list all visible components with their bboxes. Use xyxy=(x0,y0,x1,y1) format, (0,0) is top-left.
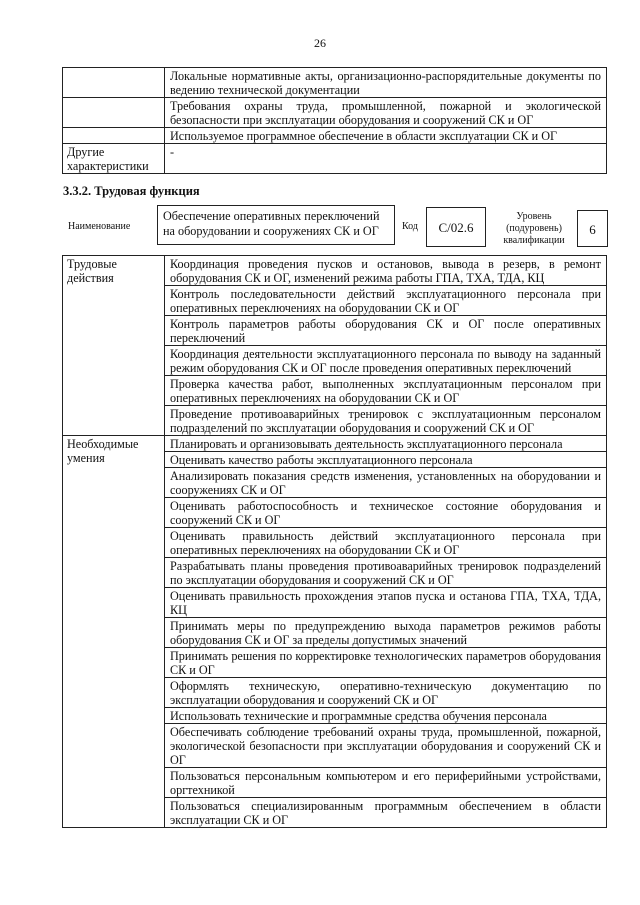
labor-action-item: Координация деятельности эксплуатационного персонала по выводу на заданный режим оборудования СК и ОГ после проведения оперативных переключений xyxy=(165,346,607,376)
labor-action-item: Контроль параметров работы оборудования СК и ОГ после оперативных переключений xyxy=(165,316,607,346)
code-label: Код xyxy=(402,221,418,232)
row-text: Требования охраны труда, промышленной, пожарной и экологической безопасности при эксплуатации оборудования и сооружений СК и ОГ xyxy=(165,98,607,128)
row-text: Используемое программное обеспечение в области эксплуатации СК и ОГ xyxy=(165,128,607,144)
labor-action-item: Координация проведения пусков и остановов, вывода в резерв, в ремонт оборудования СК и ОГ, изменений режима работы ГПА, ТХА, ТДА, КЦ xyxy=(165,256,607,286)
skill-item: Оформлять техническую, оперативно-техническую документацию по эксплуатации оборудования и сооружений СК и ОГ xyxy=(165,678,607,708)
level-label: Уровень (подуровень) квалификации xyxy=(503,211,565,246)
knowledge-table-continuation xyxy=(62,67,607,174)
labor-action-label: Трудовые действия xyxy=(63,256,165,436)
skill-item: Планировать и организовывать деятельность эксплуатационного персонала xyxy=(165,436,607,452)
row-text: Локальные нормативные акты, организационно-распорядительные документы по ведению технической документации xyxy=(165,68,607,98)
labor-action-item: Проведение противоаварийных тренировок с эксплуатационным персоналом подразделений по эксплуатации оборудования и сооружений СК и ОГ xyxy=(165,406,607,436)
row-text: - xyxy=(165,144,607,174)
skill-item: Разрабатывать планы проведения противоаварийных тренировок подразделений по эксплуатации оборудования и сооружений СК и ОГ xyxy=(165,558,607,588)
row-label xyxy=(63,68,165,98)
skill-item: Пользоваться персональным компьютером и его периферийными устройствами, оргтехникой xyxy=(165,768,607,798)
skill-item: Оценивать правильность действий эксплуатационного персонала при оперативных переключениях на оборудовании СК и ОГ xyxy=(165,528,607,558)
table-row xyxy=(63,436,607,452)
table-row xyxy=(63,68,607,98)
code-value-box: C/02.6 xyxy=(426,207,486,247)
skill-item: Анализировать показания средств изменения, установленных на оборудовании и сооружениях СК и ОГ xyxy=(165,468,607,498)
table-row xyxy=(63,128,607,144)
section-title: 3.3.2. Трудовая функция xyxy=(63,184,200,198)
skill-item: Пользоваться специализированным программным обеспечением в области эксплуатации СК и ОГ xyxy=(165,798,607,828)
skill-item: Оценивать качество работы эксплуатационного персонала xyxy=(165,452,607,468)
skill-item: Принимать решения по корректировке технологических параметров оборудования СК и ОГ xyxy=(165,648,607,678)
table-row xyxy=(63,144,607,174)
skill-item: Оценивать работоспособность и техническое состояние оборудования и сооружений СК и ОГ xyxy=(165,498,607,528)
level-value-box: 6 xyxy=(577,210,608,247)
row-label: Другие характеристики xyxy=(63,144,165,174)
row-label xyxy=(63,98,165,128)
skill-item: Обеспечивать соблюдение требований охраны труда, промышленной, пожарной, экологической безопасности при эксплуатации оборудования и сооружений СК и ОГ xyxy=(165,724,607,768)
function-name-box: Обеспечение оперативных переключений на оборудовании и сооружениях СК и ОГ xyxy=(157,205,395,245)
labor-action-item: Контроль последовательности действий эксплуатационного персонала при оперативных переключениях на оборудовании СК и ОГ xyxy=(165,286,607,316)
row-label xyxy=(63,128,165,144)
skill-item: Оценивать правильность прохождения этапов пуска и останова ГПА, ТХА, ТДА, КЦ xyxy=(165,588,607,618)
skill-item: Использовать технические и программные средства обучения персонала xyxy=(165,708,607,724)
table-row xyxy=(63,98,607,128)
skill-label: Необходимые умения xyxy=(63,436,165,828)
name-label: Наименование xyxy=(68,221,131,232)
labor-action-item: Проверка качества работ, выполненных эксплуатационным персоналом при оперативных переключениях на оборудовании СК и ОГ xyxy=(165,376,607,406)
table-row xyxy=(63,256,607,286)
page-number: 26 xyxy=(314,36,326,50)
skill-item: Принимать меры по предупреждению выхода параметров режимов работы оборудования СК и ОГ за пределы допустимых значений xyxy=(165,618,607,648)
labor-function-table xyxy=(62,255,607,828)
